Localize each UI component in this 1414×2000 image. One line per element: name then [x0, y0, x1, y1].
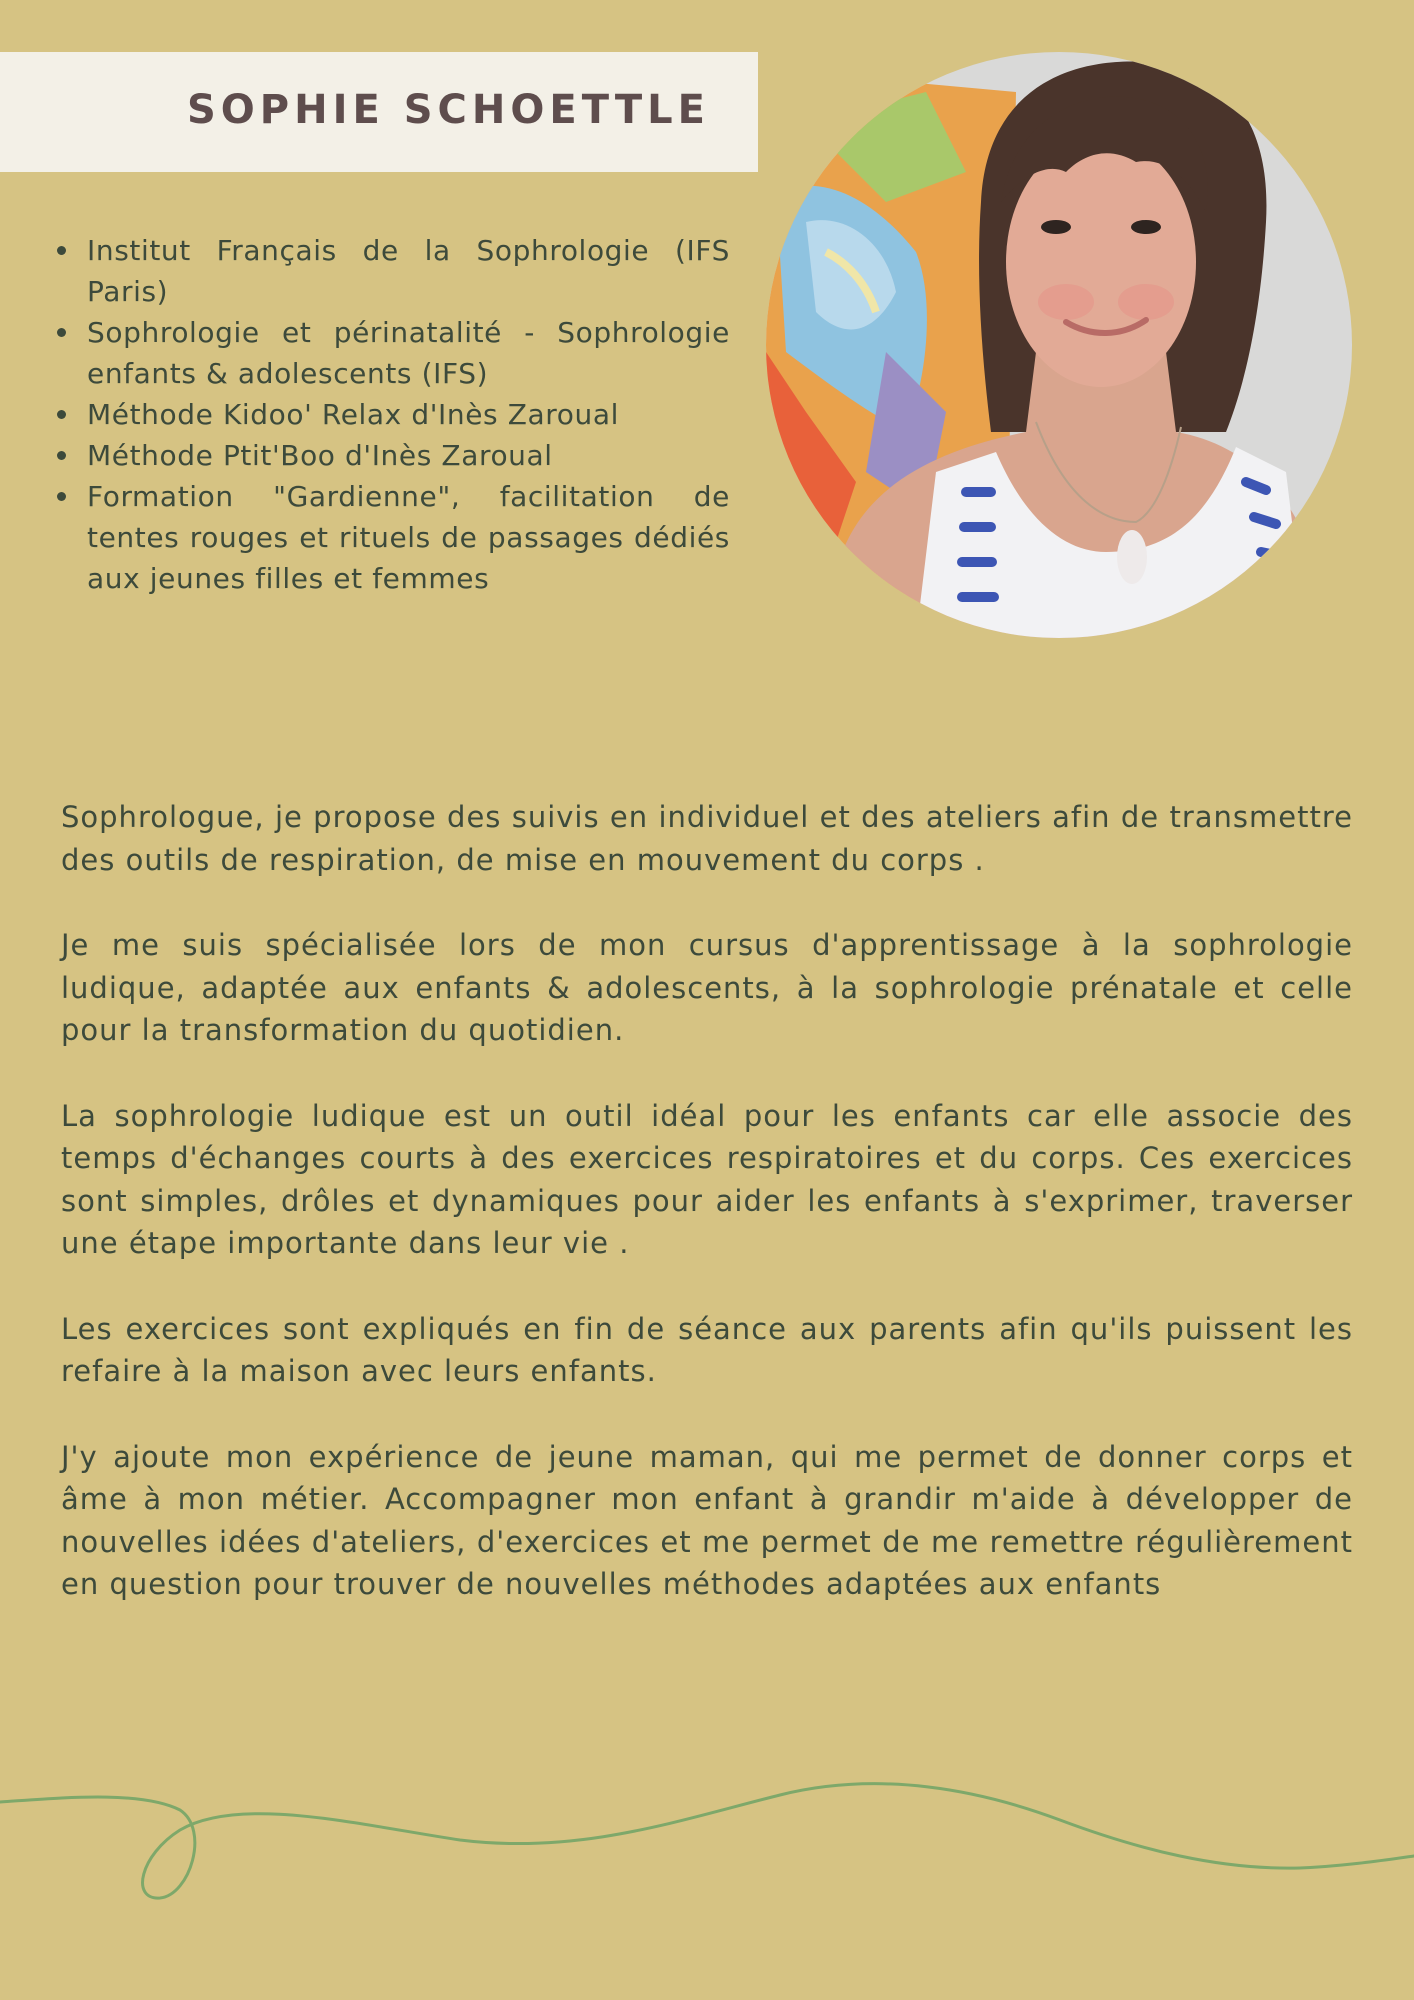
- list-item-text: Institut Français de la Sophrologie (IFS Paris): [87, 234, 730, 308]
- bullet-icon: [57, 451, 66, 460]
- bio-paragraph: Sophrologue, je propose des suivis en individuel et des ateliers afin de transmettre des outils de respiration, de mise en mouvement du corps .: [61, 800, 1353, 877]
- page-title: SOPHIE SCHOETTLE: [186, 87, 710, 133]
- bio-paragraph: Je me suis spécialisée lors de mon cursus d'apprentissage à la sophrologie ludique, adaptée aux enfants & adolescents, à la sophrologie prénatale et celle pour la transformation du quotidien.: [61, 928, 1353, 1047]
- bullet-icon: [57, 246, 66, 255]
- list-item-text: Méthode Kidoo' Relax d'Inès Zaroual: [87, 398, 619, 431]
- bullet-icon: [57, 492, 66, 501]
- list-item-text: Méthode Ptit'Boo d'Inès Zaroual: [87, 439, 553, 472]
- credentials-list: [45, 230, 730, 599]
- bullet-icon: [57, 328, 66, 337]
- list-item: [45, 312, 730, 394]
- decorative-squiggle: [0, 1760, 1414, 1910]
- list-item-text: Sophrologie et périnatalité - Sophrologie enfants & adolescents (IFS): [87, 316, 730, 390]
- bullet-icon: [57, 410, 66, 419]
- bio-paragraph: La sophrologie ludique est un outil idéal pour les enfants car elle associe des temps d'échanges courts à des exercices respiratoires et du corps. Ces exercices sont simples, drôles et dynamiques pour aider les enfants à s'exprimer, traverser une étape importante dans leur vie .: [61, 1098, 1353, 1260]
- profile-photo: [766, 52, 1352, 638]
- bio-paragraph: Les exercices sont expliqués en fin de séance aux parents afin qu'ils puissent les refaire à la maison avec leurs enfants.: [61, 1311, 1353, 1388]
- bio-paragraph: J'y ajoute mon expérience de jeune maman, qui me permet de donner corps et âme à mon métier. Accompagner mon enfant à grandir m'aide à développer de nouvelles idées d'ateliers, d'exercices et me permet de me remettre régulièrement en question pour trouver de nouvelles méthodes adaptées aux enfants: [61, 1439, 1353, 1601]
- list-item: [45, 394, 730, 435]
- list-item: [45, 230, 730, 312]
- list-item: [45, 435, 730, 476]
- name-banner: [0, 52, 758, 172]
- list-item-text: Formation "Gardienne", facilitation de tentes rouges et rituels de passages dédiés aux jeunes filles et femmes: [87, 480, 730, 595]
- list-item: [45, 476, 730, 599]
- bio-section: [61, 796, 1353, 1649]
